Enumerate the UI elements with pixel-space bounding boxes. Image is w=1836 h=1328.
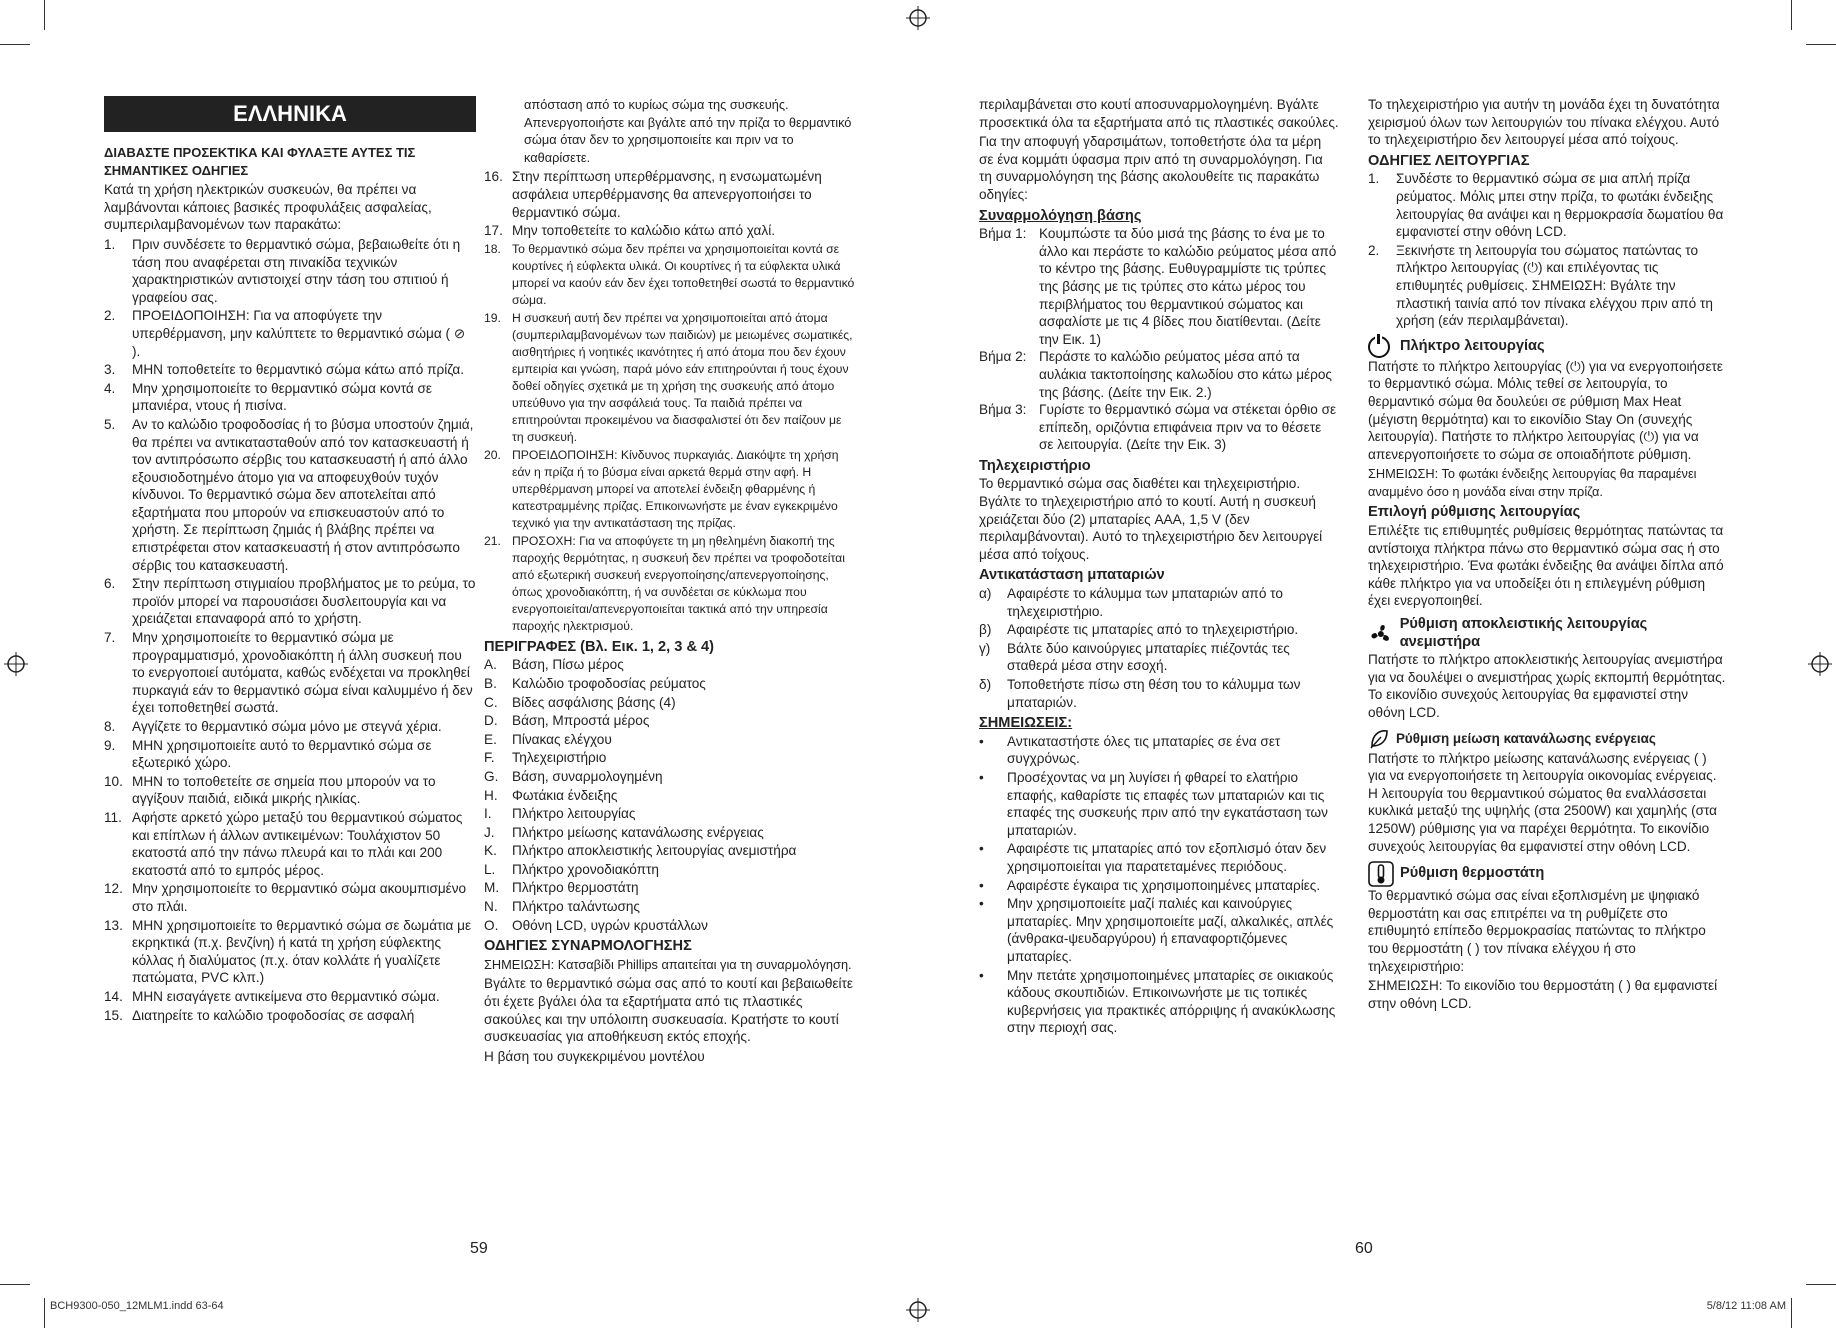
battery-title: Αντικατάσταση μπαταριών [979,567,1165,584]
left-page-column-2 [484,96,856,1067]
list-item-text: ΠΡΟΣΟΧΗ: Για να αποφύγετε τη μη ηθελημένη διακοπή της παροχής θερμότητας, η συσκευή δεν πρέπει να τροφοδοτείται από εξωτερική συσκευή ενεργοποίησης/απενεργοποίησης, όπως χρονοδιακόπτη, ή να συνδέεται σε κύκλωμα που ενεργοποιείται/απενεργοποιείται τακτικά από την υπηρεσία παροχής ηλεκτρισμού. [512,533,845,633]
operation-title: ΟΔΗΓΙΕΣ ΛΕΙΤΟΥΡΓΙΑΣ [1368,152,1530,169]
remote-text: Το θερμαντικό σώμα σας διαθέτει και τηλεχειριστήριο. Βγάλτε το τηλεχειριστήριο από το κουτί. Αυτή η συσκευή χρειάζεται δύο (2) μπαταρίες AAA, 1,5 V (δεν περιλαμβάνονται). Αυτό το τηλεχειριστήριο δεν λειτουργεί μέσα από τοίχους. [979,476,1323,562]
list-item [979,225,1339,348]
list-item-text: ΜΗΝ χρησιμοποιείτε αυτό το θερμαντικό σώμα σε εξωτερικό χώρο. [132,737,432,771]
list-item [484,712,856,730]
bullet-icon: • [979,967,984,983]
list-item [104,361,476,379]
crop-mark [44,1298,45,1328]
list-item-number: 14. [104,988,123,1004]
list-item-number: N. [484,899,498,915]
list-item-text: Βάση, Πίσω μέρος [512,657,624,673]
settings-title: Επιλογή ρύθμισης λειτουργίας [1368,504,1581,521]
list-item [484,842,856,860]
note-item [979,877,1339,895]
list-item [979,676,1339,711]
list-item-number: 18. [484,241,501,256]
list-item-text: Αφήστε αρκετό χώρο μεταξύ του θερμαντικού σώματος και επίπλων ή άλλων αντικειμένων: Τουλάχιστον 50 εκατοστά από την πάνω πλευρά και το πλάι και 200 εκατοστά από το εμπρός μέρος. [132,809,463,878]
list-item-number: 15. [104,1007,123,1023]
crop-mark [44,0,45,30]
list-item-text: Οθόνη LCD, υγρών κρυστάλλων [512,917,708,933]
list-item-text: Κουμπώστε τα δύο μισά της βάσης το ένα με το άλλο και περάστε το καλώδιο ρεύματος μέσα από το κέντρο της βάσης. Ευθυγραμμίστε τις τρύπες της βάσης με τις τρύπες στο κάτω μέρος του περιβλήματος του θερμαντικού σώματος και ασφαλίστε με τις 4 βίδες που διατίθενται. (Δείτε την Εικ. 1) [1039,226,1337,347]
footer-file: BCH9300-050_12MLM1.indd 63-64 [50,1300,224,1312]
list-item-number: 3. [104,362,116,378]
power-text: Πατήστε το πλήκτρο λειτουργίας (⏻) για να ενεργοποιήσετε το θερμαντικό σώμα. Μόλις τεθεί σε λειτουργία, το θερμαντικό σώμα θα δουλεύει σε ρύθμιση Max Heat (μέγιστη θερμότητα) και το εικονίδιο Stay On (συνεχής λειτουργία). Πατήστε το πλήκτρο λειτουργίας (⏻) για να απενεργοποιήσετε το σώμα σε οποιαδήποτε ρύθμιση. [1368,358,1723,462]
list-item-text: Πίνακας ελέγχου [512,731,612,747]
battery-list [979,585,1339,711]
list-item-number: E. [484,731,497,747]
list-item [979,585,1339,620]
steps-list [979,225,1339,454]
list-item-number: 11. [104,809,122,825]
list-item-number: J. [484,824,495,840]
list-item-text: Το θερμαντικό σώμα δεν πρέπει να χρησιμοποιείται κοντά σε κουρτίνες ή εύφλεκτα υλικά. Οι κουρτίνες ή τα εύφλεκτα υλικά μπορεί να καούν εάν δεν έχει τοποθετηθεί σωστά το θερμαντικό σώμα. [512,241,855,307]
note-text: Μην πετάτε χρησιμοποιημένες μπαταρίες σε οικιακούς κάδους σκουπιδιών. Επικοινωνήστε με τις τοπικές κυβερνήσεις για πρακτικές απόρριψης ή ανακύκλωσης στην περιοχή σας. [1007,967,1336,1036]
list-item-number: 13. [104,917,123,933]
page-number-left: 59 [470,1240,488,1257]
list-item [104,988,476,1006]
list-item-number: M. [484,880,500,896]
fan-text: Πατήστε το πλήκτρο αποκλειστικής λειτουργίας ανεμιστήρα για να δουλέψει ο ανεμιστήρας χωρίς εκπομπή θερμότητας. Το εικονίδιο συνεχούς λειτουργίας θα εμφανιστεί στην οθόνη LCD. [1368,652,1726,720]
assembly-title: ΟΔΗΓΙΕΣ ΣΥΝΑΡΜΟΛΟΓΗΣΗΣ [484,938,692,955]
list-item [104,1007,476,1025]
list-item [104,380,476,415]
list-item [979,401,1339,454]
note-item [979,769,1339,839]
power-icon [1368,336,1390,358]
list-item-text: Βάση, συναρμολογημένη [512,768,663,784]
list-item-number: 1. [104,236,116,252]
list-item-number: 9. [104,737,116,753]
note-text: Προσέχοντας να μη λυγίσει ή φθαρεί το ελατήριο επαφής, καθαρίστε τις επαφές των μπαταριών και τις επαφές της συσκευής πριν από την εγκατάσταση των μπαταριών. [1007,769,1328,838]
list-item-number: H. [484,787,498,803]
bullet-icon: • [979,877,984,893]
crop-mark [1791,1298,1792,1328]
thermostat-icon [1368,861,1394,887]
list-item [484,731,856,749]
list-item-number: L. [484,861,496,877]
list-item [484,749,856,767]
list-item-text: ΜΗΝ χρησιμοποιείτε το θερμαντικό σώμα σε δωμάτια με εκρηκτικά (π.χ. βενζίνη) ή κατά τη χρήση εύφλεκτης κόλλας ή διαλύματος (π.χ. όταν κολλάτε ή γυαλίζετε πατώματα, PVC κλπ.) [132,917,472,986]
list-item-text: Ξεκινήστε τη λειτουργία του σώματος πατώντας το πλήκτρο λειτουργίας (⏻) και επιλέγοντας τις επιθυμητές ρυθμίσεις. ΣΗΜΕΙΩΣΗ: Βγάλτε την πλαστική ταινία από τον πίνακα ελέγχου πριν από τη χρήση (εάν περιλαμβάνεται). [1396,242,1713,329]
note-item [979,967,1339,1037]
list-item-text: Στην περίπτωση υπερθέρμανσης, η ενσωματωμένη ασφάλεια υπερθέρμανσης θα απενεργοποιήσει το θερμαντικό σώμα. [512,169,822,220]
list-item-number: α) [979,586,992,602]
list-item [104,236,476,306]
list-item-number: K. [484,843,497,859]
notes-title: ΣΗΜΕΙΩΣΕΙΣ: [979,715,1073,732]
safety-list-2 [484,168,856,634]
list-item-text: Φωτάκια ένδειξης [512,787,618,803]
thermostat-title: Ρύθμιση θερμοστάτη [1400,865,1545,882]
list-item-text: Μην χρησιμοποιείτε το θερμαντικό σώμα ακουμπισμένο στο πλάι. [132,881,467,914]
list-item [979,621,1339,639]
eco-text: Πατήστε το πλήκτρο μείωσης κατανάλωσης ενέργειας ( ) για να ενεργοποιήσετε τη λειτουργία οικονομίας ενέργειας. Η λειτουργία του θερμαντικού σώματος θα εναλλάσσεται κυκλικά μεταξύ της υψηλής (στα 2500W) και χαμηλής (στα 1250W) ρύθμισης για να παρέχει θερμότητα. Το εικονίδιο συνεχούς λειτουργίας θα εμφανιστεί στην οθόνη LCD. [1368,750,1718,854]
right-page-column-2 [1368,96,1728,1014]
list-item-text: Μην χρησιμοποιείτε το θερμαντικό σώμα κοντά σε μπανιέρα, ντους ή πισίνα. [132,380,432,414]
list-item-text: ΜΗΝ τοποθετείτε το θερμαντικό σώμα κάτω από πρίζα. [132,362,464,378]
list-item-text: Αγγίζετε το θερμαντικό σώμα μόνο με στεγνά χέρια. [132,719,442,734]
right-page-column-1 [979,96,1339,1038]
list-item-text: Καλώδιο τροφοδοσίας ρεύματος [512,675,706,691]
left-page-column-1 [104,96,476,1025]
list-item-text: ΜΗΝ το τοποθετείτε σε σημεία που μπορούν να το αγγίξουν παιδιά, ειδικά μικρής ηλικίας. [132,773,436,807]
list-item-number: I. [484,806,492,822]
list-item [484,787,856,805]
leaf-icon [1368,728,1390,750]
list-item-number: Βήμα 2: [979,349,1027,365]
safety-list [104,236,476,1024]
power-title: Πλήκτρο λειτουργίας [1400,337,1545,354]
note-text: Αφαιρέστε τις μπαταρίες από τον εξοπλισμό όταν δεν χρησιμοποιείται για παρατεταμένες περιόδους. [1007,841,1327,874]
list-item-number: 2. [104,308,116,324]
list-item-text: ΠΡΟΕΙΔΟΠΟΙΗΣΗ: Κίνδυνος πυρκαγιάς. Διακόψτε τη χρήση εάν η πρίζα ή το βύσμα είναι αρκετά θερμά στην αφή. Η υπερθέρμανση μπορεί να αποτελεί ένδειξη φθαρμένης ή κατεστραμμένης πρίζας. Επικοινωνήστε με έναν εγκεκριμένο τεχνικό για την αντικατάσταση της πρίζας. [512,447,839,530]
list-item-text: Βάση, Μπροστά μέρος [512,713,650,729]
list-item-number: 16. [484,169,503,185]
note-item [979,733,1339,768]
list-item-number: B. [484,675,497,691]
list-item [484,861,856,879]
assembly-tail: Η βάση του συγκεκριμένου μοντέλου [484,1048,705,1064]
safety-continuation: απόσταση από το κυρίως σώμα της συσκευής. Απενεργοποιήστε και βγάλτε από την πρίζα το θερμαντικό σώμα όταν δεν το χρησιμοποιείτε και πριν να το καθαρίσετε. [524,97,852,165]
list-item [484,805,856,823]
list-item-text: Διατηρείτε το καλώδιο τροφοδοσίας σε ασφαλή [132,1007,415,1023]
list-item [484,768,856,786]
list-item [104,416,476,574]
list-item-number: 2. [1368,242,1380,258]
note-text: Μην χρησιμοποιείτε μαζί παλιές και καινούργιες μπαταρίες. Μην χρησιμοποιείτε μαζί, αλκαλικές, απλές (άνθρακα-ψευδαργύρου) ή επαναφορτιζόμενες μπαταρίες. [1007,896,1334,964]
list-item-text: Βίδες ασφάλισης βάσης (4) [512,694,676,710]
list-item-text: Συνδέστε το θερμαντικό σώμα σε μια απλή πρίζα ρεύματος. Μόλις μπει στην πρίζα, το φωτάκι ένδειξης λειτουργίας θα ανάψει και η θερμοκρασία δωματίου θα εμφανιστεί στην οθόνη LCD. [1396,171,1724,240]
list-item-text: Τοποθετήστε πίσω στη θέση του το κάλυμμα των μπαταριών. [1007,677,1301,710]
notes-list [979,733,1339,1037]
list-item-number: G. [484,768,499,784]
crop-mark [1806,44,1836,45]
list-item [484,168,856,221]
list-item-text: Πλήκτρο χρονοδιακόπτη [512,861,659,877]
safety-intro: Κατά τη χρήση ηλεκτρικών συσκευών, θα πρέπει να λαμβάνονται κάποιες βασικές προφυλάξεις ασφαλείας, συμπεριλαμβανομένων των παρακάτω: [104,182,432,233]
list-item [484,222,856,240]
list-item-number: 7. [104,630,116,646]
note-item [979,895,1339,965]
registration-mark-icon [906,1298,930,1322]
list-item-number: 10. [104,773,123,789]
page-number-right: 60 [1355,1240,1373,1257]
list-item-number: A. [484,657,497,673]
bullet-icon: • [979,733,984,749]
list-item-text: Πλήκτρο μείωσης κατανάλωσης ενέργειας [512,824,764,840]
crop-mark [1791,0,1792,30]
list-item [484,533,856,635]
list-item-text: Αφαιρέστε το κάλυμμα των μπαταριών από το τηλεχειριστήριο. [1007,586,1283,619]
operation-list [1368,170,1728,329]
eco-title: Ρύθμιση μείωση κατανάλωσης ενέργειας [1396,730,1656,746]
list-item-text: Τηλεχειριστήριο [512,750,607,766]
list-item [979,348,1339,401]
list-item [484,898,856,916]
list-item-text: Μην τοποθετείτε το καλώδιο κάτω από χαλί. [512,223,776,239]
note-text: Αντικαταστήστε όλες τις μπαταρίες σε ένα σετ συγχρόνως. [1007,733,1281,767]
list-item-number: δ) [979,677,992,692]
list-item [484,241,856,309]
note-text: Αφαιρέστε έγκαιρα τις χρησιμοποιημένες μπαταρίες. [1007,877,1321,893]
list-item-text: Μην χρησιμοποιείτε το θερμαντικό σώμα με προγραμματισμό, χρονοδιακόπτη ή άλλη συσκευή που το ενεργοποιεί αυτόματα, καθώς ενδέχεται να προκληθεί πυρκαγιά εάν το θερμαντικό σώμα είναι καλυμμένο ή δεν έχει τοποθετηθεί σωστά. [132,630,473,716]
list-item-number: C. [484,694,498,710]
list-item-text: Αφαιρέστε τις μπαταρίες από το τηλεχειριστήριο. [1007,622,1299,638]
list-item [484,824,856,842]
fan-icon [1368,621,1394,647]
thermostat-text: Το θερμαντικό σώμα σας είναι εξοπλισμένη με ψηφιακό θερμοστάτη και σας επιτρέπει να τη ρυθμίζετε στο επιθυμητό επίπεδο θερμοκρασίας πατώντας το πλήκτρο του θερμοστάτη ( ) τον πίνακα ελέγχου ή στο τηλεχειριστήριο: [1368,888,1706,974]
list-item-number: 21. [484,533,501,548]
list-item-text: ΜΗΝ εισαγάγετε αντικείμενα στο θερμαντικό σώμα. [132,988,440,1004]
assembly-note: ΣΗΜΕΙΩΣΗ: Κατσαβίδι Phillips απαιτείται για τη συναρμολόγηση. [484,956,852,972]
list-item-number: 17. [484,223,503,239]
list-item [484,656,856,674]
list-item-number: O. [484,917,499,933]
list-item-number: 20. [484,447,501,462]
registration-mark-icon [1808,652,1832,676]
list-item [104,737,476,772]
remote-title: Τηλεχειριστήριο [979,457,1091,474]
list-item-text: Βάλτε δύο καινούργιες μπαταρίες πιέζοντάς τες σταθερά μέσα στην εσοχή. [1007,640,1290,674]
list-item [484,917,856,935]
list-item-text: Πλήκτρο θερμοστάτη [512,880,639,896]
list-item [104,880,476,915]
list-item-number: D. [484,713,498,729]
crop-mark [0,1284,30,1285]
list-item-number: 19. [484,310,501,325]
right-intro: περιλαμβάνεται στο κουτί αποσυναρμολογημένη. Βγάλτε προσεκτικά όλα τα εξαρτήματα από τις πλαστικές σακούλες. [979,97,1339,130]
list-item [1368,242,1728,330]
list-item-text: Πλήκτρο αποκλειστικής λειτουργίας ανεμιστήρα [512,843,797,859]
assembly-text: Βγάλτε το θερμαντικό σώμα σας από το κουτί και βεβαιωθείτε ότι έχετε βγάλει όλα τα εξαρτήματα από τις πλαστικές σακούλες και την υπόλοιπη συσκευασία. Κρατήστε το κουτί συσκευασίας για αποθήκευση εκτός εποχής. [484,976,853,1045]
safety-title: ΔΙΑΒΑΣΤΕ ΠΡΟΣΕΚΤΙΚΑ ΚΑΙ ΦΥΛΑΞΤΕ ΑΥΤΕΣ ΤΙΣ ΣΗΜΑΝΤΙΚΕΣ ΟΔΗΓΙΕΣ [104,145,416,178]
list-item-text: Περάστε το καλώδιο ρεύματος μέσα από τα αυλάκια τακτοποίησης καλωδίου στο κάτω μέρος της βάσης. (Δείτε την Εικ. 2.) [1039,349,1332,400]
list-item-number: 12. [104,881,123,897]
fan-title: Ρύθμιση αποκλειστικής λειτουργίας ανεμιστήρα [1399,616,1648,650]
list-item [979,640,1339,675]
crop-mark [0,44,30,45]
list-item-number: 8. [104,719,116,734]
list-item [104,773,476,808]
list-item [104,718,476,736]
list-item [484,447,856,532]
list-item-number: 4. [104,380,116,396]
list-item-number: β) [979,622,992,638]
list-item [104,917,476,987]
power-note: ΣΗΜΕΙΩΣΗ: Το φωτάκι ένδειξης λειτουργίας θα παραμένει αναμμένο όσο η μονάδα είναι στην πρίζα. [1368,466,1697,499]
list-item-text: Πλήκτρο ταλάντωσης [512,899,640,915]
registration-mark-icon [906,6,930,30]
list-item [484,879,856,897]
right-intro-2: Για την αποφυγή γδαρσιμάτων, τοποθετήστε όλα τα μέρη σε ένα κομμάτι ύφασμα πριν από τη συναρμολόγηση. Για τη συναρμολόγηση της βάσης ακολουθείτε τις παρακάτω οδηγίες: [979,134,1323,202]
list-item-number: γ) [979,640,991,656]
thermostat-note: ΣΗΜΕΙΩΣΗ: Το εικονίδιο του θερμοστάτη ( ) θα εμφανιστεί στην οθόνη LCD. [1368,978,1718,1011]
list-item [104,307,476,360]
bullet-icon: • [979,896,984,912]
list-item-text: ΠΡΟΕΙΔΟΠΟΙΗΣΗ: Για να αποφύγετε την υπερθέρμανση, μην καλύπτετε το θερμαντικό σώμα ( ⊘ ). [132,308,466,359]
list-item-text: Στην περίπτωση στιγμιαίου προβλήματος με το ρεύμα, το προϊόν μπορεί να παρουσιάσει δυσλειτουργία και να χρειάζεται επαναφορά από το χρήστη. [132,576,476,627]
list-item [104,809,476,879]
list-item-text: Πριν συνδέσετε το θερμαντικό σώμα, βεβαιωθείτε ότι η τάση που αναφέρεται στη πινακίδα τεχνικών χαρακτηριστικών αντιστοιχεί στην τάση του σπιτιού ή γραφείου σας. [132,236,461,305]
list-item-number: Βήμα 1: [979,226,1027,242]
list-item-number: 6. [104,576,116,592]
list-item-number: Βήμα 3: [979,402,1027,418]
parts-title: ΠΕΡΙΓΡΑΦΕΣ (Βλ. Εικ. 1, 2, 3 & 4) [484,638,715,655]
list-item-text: Αν το καλώδιο τροφοδοσίας ή το βύσμα υποστούν ζημιά, θα πρέπει να αντικατασταθούν από τον κατασκευαστή ή τον αντιπρόσωπο σέρβις του κατασκευαστή ή από άλλο εξουσιοδοτημένο άτομο για να αποφευχθούν τυχόν κίνδυνοι. Το θερμαντικό σώμα δεν αποτελείται από εξαρτήματα που μπορούν να επισκευαστούν από το χρήστη. Σε περίπτωση ζημιάς ή βλάβης πρέπει να επιστρέφεται στον κατασκευαστή ή στον αντιπρόσωπο σέρβις του κατασκευαστή. [132,416,474,573]
list-item-number: F. [484,750,495,766]
list-item [484,675,856,693]
list-item [104,575,476,628]
col4-intro: Το τηλεχειριστήριο για αυτήν τη μονάδα έχει τη δυνατότητα χειρισμού όλων των λειτουργιών του πίνακα ελέγχου. Αυτό το τηλεχειριστήριο δεν λειτουργεί μέσα από τοίχους. [1368,97,1720,148]
note-item [979,840,1339,875]
list-item [484,310,856,446]
registration-mark-icon [4,652,28,676]
list-item-text: Η συσκευή αυτή δεν πρέπει να χρησιμοποιείται από άτομα (συμπεριλαμβανομένων των παιδιών) με μειωμένες σωματικές, αισθητήριες ή νοητικές ικανότητες ή από άτομα που δεν έχουν εμπειρία και γνώση, παρά μόνο εάν επιτηρούνται ή τους έχουν δοθεί οδηγίες σχετικά με τη χρήση της συσκευής από άτομο υπεύθυνο για την ασφάλειά τους. Τα παιδιά πρέπει να επιτηρούνται προκειμένου να διασφαλιστεί ότι δεν παίζουν με τη συσκευή. [512,310,853,444]
parts-list [484,656,856,934]
language-header: ΕΛΛΗΝΙΚΑ [104,96,476,132]
list-item-number: 1. [1368,171,1380,187]
settings-text: Επιλέξτε τις επιθυμητές ρυθμίσεις θερμότητας πατώντας τα αντίστοιχα πλήκτρα πάνω στο θερμαντικό σώμα σας ή στο τηλεχειριστήριο. Ένα φωτάκι ένδειξης θα ανάψει δίπλα από κάθε πλήκτρο για να υποδείξει ότι η επιλεγμένη ρύθμιση έχει ενεργοποιηθεί. [1368,523,1724,609]
list-item [484,694,856,712]
base-assembly-title: Συναρμολόγηση βάσης [979,207,1142,224]
list-item-number: 5. [104,416,116,432]
footer-date: 5/8/12 11:08 AM [1706,1300,1786,1312]
list-item [1368,170,1728,240]
bullet-icon: • [979,841,984,857]
list-item-text: Πλήκτρο λειτουργίας [512,806,636,822]
bullet-icon: • [979,769,984,785]
list-item [104,629,476,717]
list-item-text: Γυρίστε το θερμαντικό σώμα να στέκεται όρθιο σε επίπεδη, οριζόντια επιφάνεια πριν να το θέσετε σε λειτουργία. (Δείτε την Εικ. 3) [1039,402,1337,453]
crop-mark [1806,1284,1836,1285]
